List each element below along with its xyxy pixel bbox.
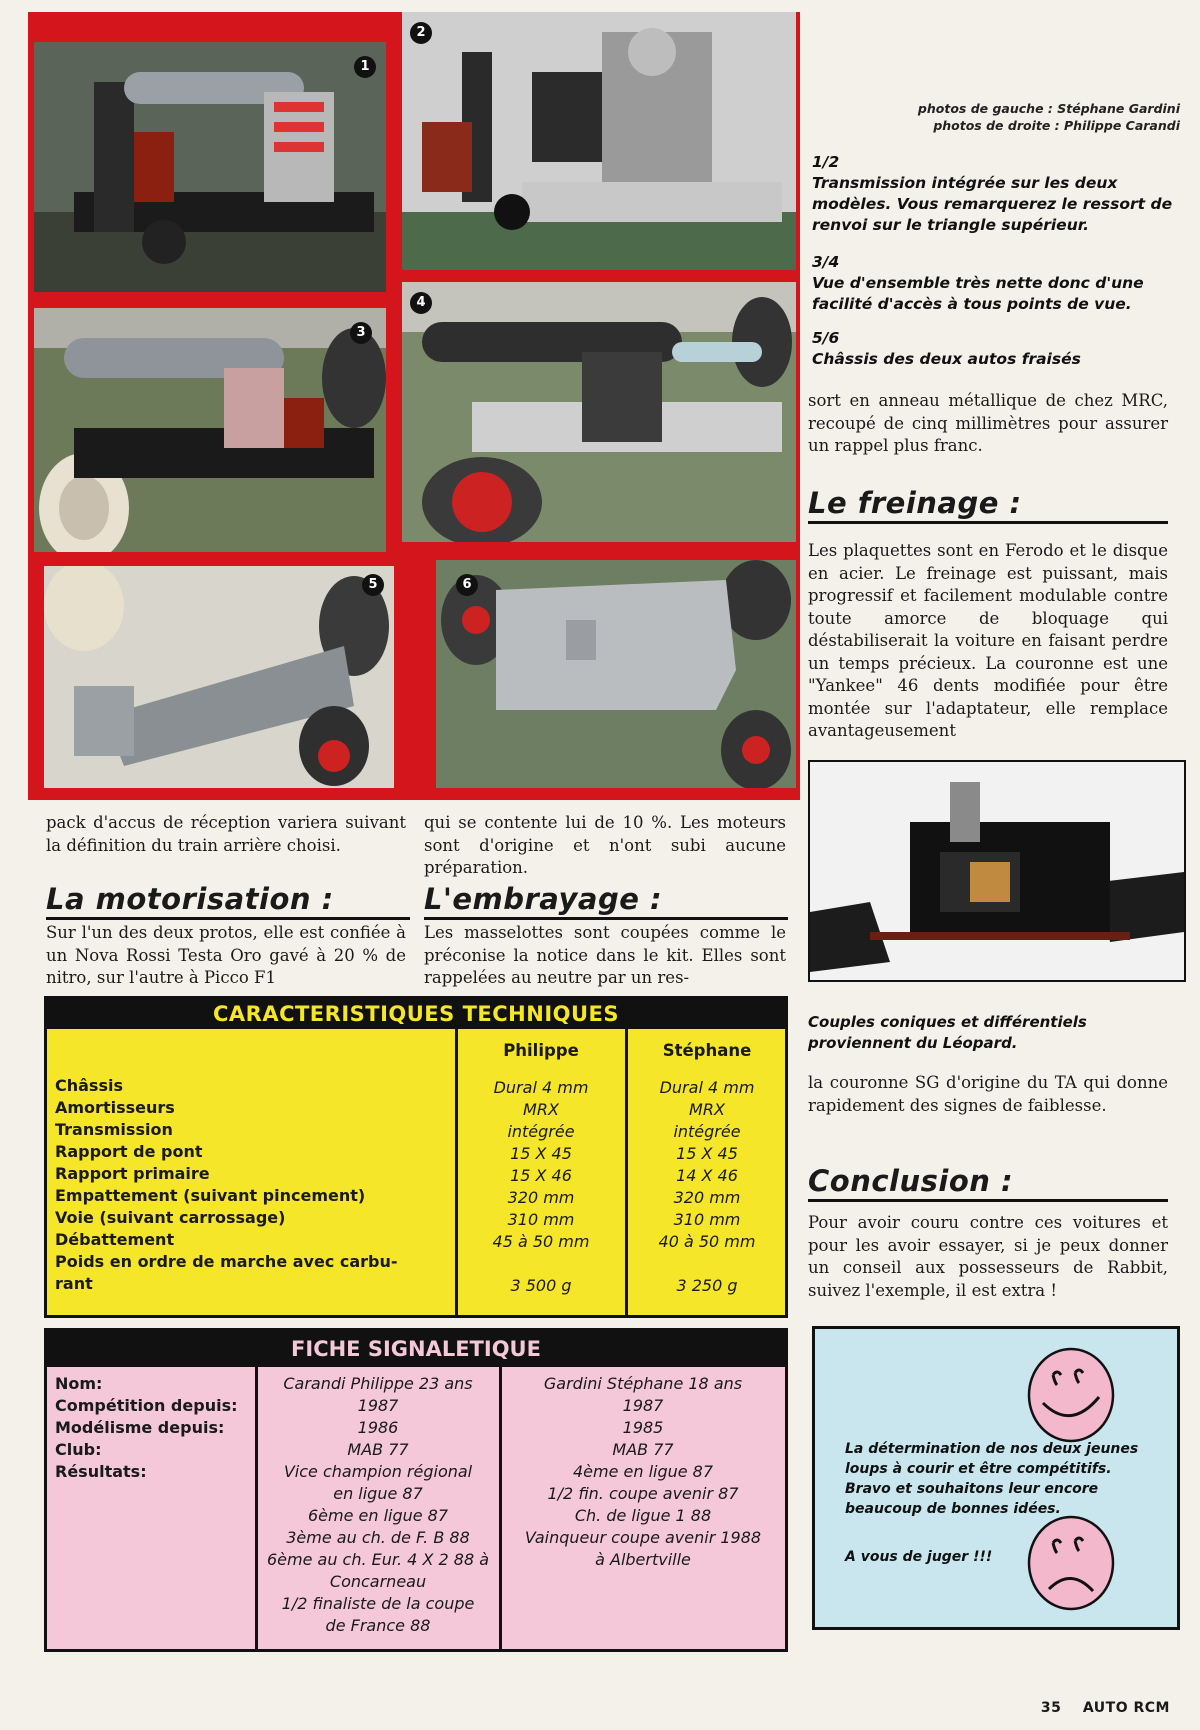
fiche-stephane-value: 4ème en ligue 87 (572, 1462, 714, 1481)
tech-specs-title: CARACTERISTIQUES TECHNIQUES (47, 999, 785, 1029)
photo-number: 5 (362, 574, 384, 596)
fiche-stephane-value: MAB 77 (612, 1440, 674, 1459)
heading-embrayage: L'embrayage : (424, 882, 788, 920)
photo-engine-left-1 (34, 42, 386, 292)
credit-left: photos de gauche : Stéphane Gardini (917, 101, 1180, 116)
fiche-stephane-value: Vainqueur coupe avenir 1988 (524, 1528, 762, 1547)
tech-row-label: Poids en ordre de marche avec carbu- (55, 1252, 398, 1271)
tech-val-stephane: 40 à 50 mm (658, 1232, 756, 1251)
fiche-label: Modélisme depuis: (55, 1418, 225, 1437)
photo-number: 2 (410, 22, 432, 44)
fiche-philippe-value: 6ème en ligue 87 (307, 1506, 449, 1525)
caption-text: Vue d'ensemble très nette donc d'une facilité d'accès à tous points de vue. (812, 274, 1144, 313)
para-freinage: Les plaquettes sont en Ferodo et le disque en acier. Le freinage est puissant, mais progressif et facilement modulable contre toute amorce de bloquage qui déstabiliserait la voiture en faisant perdre un temps précieux. La couronne est une "Yankee" 46 dents modifiée pour être montée sur l'adaptateur, elle remplace avantageusement (808, 541, 1168, 740)
fiche-stephane-value: Gardini Stéphane 18 ans (543, 1374, 743, 1393)
caption-number: 1/2 (812, 153, 840, 171)
tech-row-label: Rapport primaire (55, 1164, 210, 1183)
verdict-box (812, 1326, 1180, 1630)
fiche-philippe-value: 1986 (357, 1418, 399, 1437)
tech-col-philippe: Philippe (503, 1041, 579, 1060)
tech-val-philippe: 15 X 45 (510, 1144, 572, 1163)
tech-val-stephane: 320 mm (673, 1188, 741, 1207)
caption-1-2 (812, 152, 1184, 236)
verdict-judge: A vous de juger !!! (845, 1549, 993, 1565)
tech-val-stephane: MRX (689, 1100, 725, 1119)
tech-val-philippe: intégrée (507, 1122, 575, 1141)
tech-row-label: Amortisseurs (55, 1098, 175, 1117)
credit-right: photos de droite : Philippe Carandi (933, 118, 1180, 133)
fiche-label: Résultats: (55, 1462, 147, 1481)
magazine-name: AUTO RCM (1082, 1700, 1170, 1716)
tech-row-label: Débattement (55, 1230, 175, 1249)
tech-val-philippe: 310 mm (507, 1210, 575, 1229)
photo-chassis-right-6 (436, 560, 796, 788)
photo-overview-left-3 (34, 308, 386, 552)
fiche-philippe-value: 1987 (357, 1396, 399, 1415)
fiche-philippe-value: MAB 77 (347, 1440, 409, 1459)
page-number: 35 (1040, 1700, 1062, 1716)
caption-text: Transmission intégrée sur les deux modèles. Vous remarquerez le ressort de renvoi sur le triangle supérieur. (812, 174, 1173, 234)
para-motorisation: Sur l'un des deux protos, elle est confiée à un Nova Rossi Testa Oro gavé à 20 % de nitro, sur l'autre à Picco F1 (46, 923, 406, 987)
para-pack-accus: pack d'accus de réception variera suivant la définition du train arrière choisi. (46, 813, 406, 855)
photo-differential (808, 760, 1186, 982)
verdict-text: La détermination de nos deux jeunes loups à courir et être compétitifs. Bravo et souhaitons leur encore beaucoup de bonnes idées. (845, 1441, 1139, 1517)
fiche-philippe-value: Concarneau (329, 1572, 427, 1591)
fiche-label: Compétition depuis: (55, 1396, 238, 1415)
photo-overview-right-4 (402, 282, 796, 542)
fiche-stephane-value: à Albertville (595, 1550, 691, 1569)
fiche-philippe-value: 3ème au ch. de F. B 88 (286, 1528, 470, 1547)
photo-number: 6 (456, 574, 478, 596)
fiche-philippe-value: Carandi Philippe 23 ans (283, 1374, 473, 1393)
fiche-philippe-value: en ligue 87 (333, 1484, 423, 1503)
fiche-title: FICHE SIGNALETIQUE (47, 1331, 785, 1367)
para-couronne: la couronne SG d'origine du TA qui donne rapidement des signes de faiblesse. (808, 1073, 1168, 1115)
tech-val-philippe: 15 X 46 (510, 1166, 572, 1185)
tech-row-label: Transmission (55, 1120, 173, 1139)
tech-col-stephane: Stéphane (662, 1041, 752, 1060)
photo-number: 1 (354, 56, 376, 78)
tech-val-stephane: intégrée (673, 1122, 741, 1141)
fiche-philippe-value: de France 88 (325, 1616, 431, 1635)
fiche-label: Nom: (55, 1374, 103, 1393)
tech-row-label: Rapport de pont (55, 1142, 203, 1161)
tech-val-philippe: 3 500 g (510, 1276, 572, 1295)
tech-val-stephane: 310 mm (673, 1210, 741, 1229)
tech-val-stephane: 15 X 45 (676, 1144, 738, 1163)
heading-conclusion: Conclusion : (808, 1164, 1168, 1202)
fiche-stephane-value: Ch. de ligue 1 88 (574, 1506, 712, 1525)
para-conclusion: Pour avoir couru contre ces voitures et pour les avoir essayer, si je peux donner un conseil aux possesseurs de Rabbit, suivez l'exemple, il est extra ! (808, 1213, 1168, 1300)
fiche-philippe-value: Vice champion régional (283, 1462, 473, 1481)
para-moteurs: qui se contente lui de 10 %. Les moteurs sont d'origine et n'ont subi aucune préparation. (424, 813, 786, 877)
tech-row-label: Empattement (suivant pincement) (55, 1186, 366, 1205)
tech-val-stephane: 14 X 46 (676, 1166, 738, 1185)
tech-val-philippe: 45 à 50 mm (492, 1232, 590, 1251)
caption-number: 5/6 (812, 329, 840, 347)
photo-number: 3 (350, 322, 372, 344)
caption-3-4 (812, 252, 1184, 315)
fiche-stephane-value: 1/2 fin. coupe avenir 87 (547, 1484, 739, 1503)
tech-val-stephane: Dural 4 mm (659, 1078, 755, 1097)
page-footer (1041, 1700, 1170, 1716)
tech-row-label: Voie (suivant carrossage) (55, 1208, 286, 1227)
tech-val-philippe: Dural 4 mm (493, 1078, 589, 1097)
photo-number: 4 (410, 292, 432, 314)
photo-mosaic (28, 12, 800, 800)
caption-differential: Couples coniques et différentiels proviennent du Léopard. (808, 1013, 1087, 1052)
fiche-stephane-value: 1987 (622, 1396, 664, 1415)
heading-freinage: Le freinage : (808, 486, 1168, 524)
photo-engine-right-2 (402, 12, 796, 270)
tech-val-philippe: 320 mm (507, 1188, 575, 1207)
tech-specs-table (44, 996, 788, 1318)
caption-5-6 (812, 328, 1184, 370)
tech-row-label: Châssis (55, 1076, 123, 1095)
para-mrc: sort en anneau métallique de chez MRC, recoupé de cinq millimètres pour assurer un rappel plus franc. (808, 391, 1168, 455)
photo-credits (880, 100, 1180, 134)
para-embrayage: Les masselottes sont coupées comme le préconise la notice dans le kit. Elles sont rappelées au neutre par un res- (424, 923, 786, 987)
smiley-face-icon (1023, 1345, 1119, 1445)
fiche-label: Club: (55, 1440, 102, 1459)
fiche-stephane-value: 1985 (622, 1418, 664, 1437)
fiche-philippe-value: 6ème au ch. Eur. 4 X 2 88 à (266, 1550, 490, 1569)
tech-val-philippe: MRX (523, 1100, 559, 1119)
fiche-philippe-value: 1/2 finaliste de la coupe (281, 1594, 475, 1613)
caption-number: 3/4 (812, 253, 840, 271)
tech-val-stephane: 3 250 g (676, 1276, 738, 1295)
heading-motorisation: La motorisation : (46, 882, 410, 920)
fiche-signaletique-table (44, 1328, 788, 1652)
caption-text: Châssis des deux autos fraisés (812, 350, 1081, 368)
tech-row-label: rant (55, 1274, 93, 1293)
photo-chassis-left-5 (44, 566, 394, 788)
